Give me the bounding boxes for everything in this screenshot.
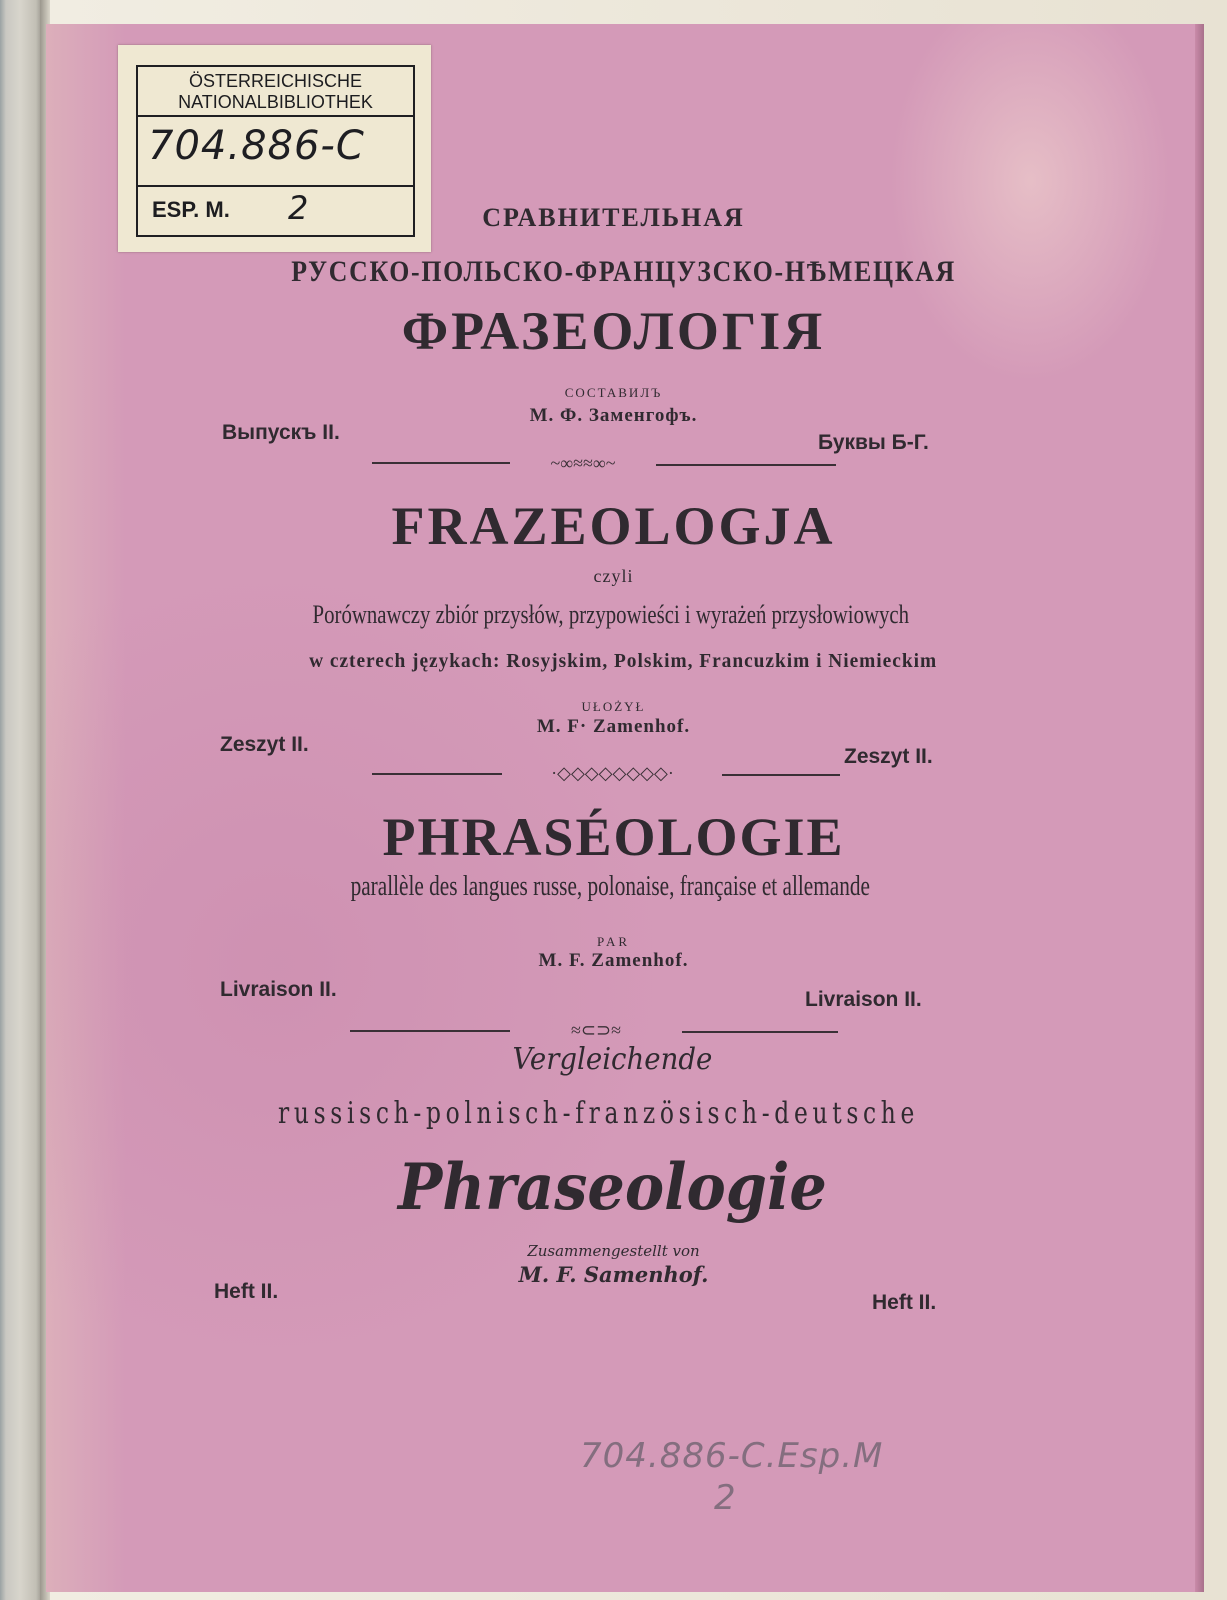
german-compiled-by-label: Zusammengestellt von (527, 1242, 700, 1260)
german-title: Phraseologie (398, 1150, 827, 1225)
pencil-shelfmark-note: 704.886-C.Esp.M (580, 1436, 884, 1476)
french-subtitle: parallèle des langues russe, polonaise, française et allemande (350, 871, 870, 902)
polish-issue-left: Zeszyt II. (220, 733, 309, 756)
library-label-collection-number: 2 (288, 189, 309, 227)
divider-rule-right-1 (656, 464, 836, 466)
polish-issue-right: Zeszyt II. (844, 745, 933, 768)
french-compiled-by-label: PAR (596, 934, 631, 949)
divider-rule-left-2 (372, 773, 502, 775)
russian-author: М. Ф. Заменгофъ. (529, 405, 698, 426)
french-author: M. F. Zamenhof. (538, 950, 689, 971)
polish-connector: czyli (593, 566, 634, 586)
library-label-shelfmark: 704.886-C (148, 123, 365, 169)
divider-ornament-2: ·◇◇◇◇◇◇◇◇· (551, 763, 674, 783)
pencil-number-note: 2 (714, 1478, 736, 1518)
german-issue-left: Heft II. (214, 1280, 279, 1303)
russian-title: ФРАЗЕОЛОГІЯ (401, 301, 826, 361)
russian-issue-right: Буквы Б-Г. (818, 431, 929, 454)
russian-languages: РУССКО-ПОЛЬСКО-ФРАНЦУЗСКО-НѢМЕЦКАЯ (291, 255, 956, 288)
polish-compiled-by-label: UŁOŻYŁ (581, 699, 646, 714)
russian-pre-title: СРАВНИТЕЛЬНАЯ (482, 203, 745, 232)
polish-subtitle: Porównawczy zbiór przysłów, przypowieści i wyrażeń przysłowiowych (312, 600, 910, 629)
divider-rule-left-3 (350, 1030, 510, 1032)
french-issue-left: Livraison II. (220, 978, 337, 1001)
polish-author: M. F· Zamenhof. (536, 716, 691, 737)
german-issue-right: Heft II. (872, 1291, 937, 1314)
divider-ornament-1: ~∞≈≈∞~ (550, 453, 616, 473)
divider-ornament-3: ≈⊂⊃≈ (571, 1020, 621, 1040)
german-languages: russisch-polnisch-französisch-deutsche (277, 1096, 920, 1131)
russian-compiled-by-label: СОСТАВИЛЪ (564, 385, 663, 400)
german-author: M. F. Samenhof. (518, 1262, 709, 1287)
french-issue-right: Livraison II. (805, 988, 922, 1011)
polish-languages-line: w czterech językach: Rosyjskim, Polskim, Francuzkim i Niemieckim (309, 650, 938, 672)
german-pre-title: Vergleichende (512, 1042, 713, 1077)
divider-rule-right-2 (722, 774, 840, 776)
divider-rule-left-1 (372, 462, 510, 464)
russian-issue-left: Выпускъ II. (222, 421, 340, 444)
library-label-collection: ESP. M. (152, 197, 230, 222)
polish-title: FRAZEOLOGJA (391, 496, 836, 556)
french-title: PHRASÉOLOGIE (382, 807, 845, 867)
divider-rule-right-3 (682, 1031, 838, 1033)
library-label-institution: ÖSTERREICHISCHE NATIONALBIBLIOTHEK (138, 67, 413, 117)
library-label-shelfmark-row (138, 119, 413, 187)
